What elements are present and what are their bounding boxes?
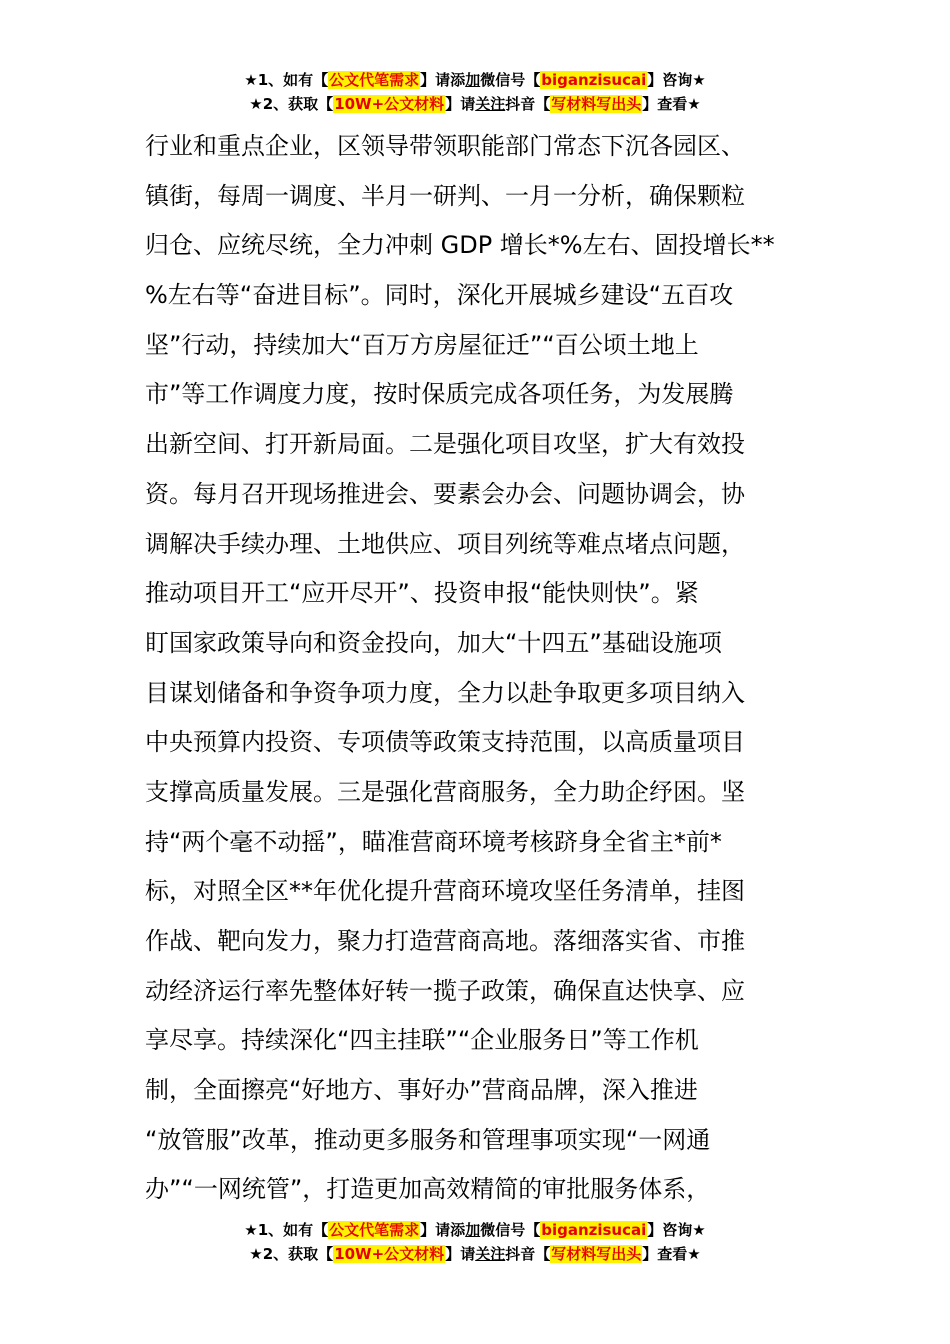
banner-text: ★2、获取【 xyxy=(249,1245,334,1263)
banner-text: 】请添 xyxy=(420,71,466,89)
body-line: 作战、靶向发力，聚力打造营商高地。落细落实省、市推 xyxy=(145,927,745,955)
banner-text: 抖音【 xyxy=(505,95,551,113)
banner-text: 抖音【 xyxy=(505,1245,551,1263)
banner-highlight: 公文代笔需求 xyxy=(329,71,420,89)
body-line: 资。每月召开现场推进会、要素会办会、问题协调会，协 xyxy=(145,479,745,508)
body-line: 归仓、应统尽统，全力冲刺 GDP 增长*%左右、固投增长** xyxy=(145,231,775,260)
banner-underlined-text: 加 xyxy=(465,71,481,89)
body-line: “放管服”改革，推动更多服务和管理事项实现“一网通 xyxy=(145,1125,711,1154)
body-line: 持“两个毫不动摇”，瞄准营商环境考核跻身全省主*前* xyxy=(145,827,722,856)
header-banner xyxy=(0,68,950,116)
banner-highlight: 公文代笔需求 xyxy=(329,1221,420,1239)
body-line: 出新空间、打开新局面。二是强化项目攻坚，扩大有效投 xyxy=(145,430,745,459)
banner-line-2 xyxy=(0,92,950,116)
footer-banner xyxy=(0,1218,950,1266)
banner-underlined-text: 关注 xyxy=(475,95,506,113)
banner-text: 】请 xyxy=(445,1245,476,1263)
body-line: 推动项目开工“应开尽开”、投资申报“能快则快”。紧 xyxy=(145,579,699,608)
banner-text: 】咨询★ xyxy=(647,71,706,89)
body-line: 调解决手续办理、土地供应、项目列统等难点堵点问题， xyxy=(145,529,745,558)
banner-text: ★1、如有【 xyxy=(244,71,329,89)
banner-highlight: 10W+公文材料 xyxy=(334,1245,445,1263)
banner-highlight: biganzisucai xyxy=(541,71,647,89)
banner-text: 】咨询★ xyxy=(647,1221,706,1239)
document-body xyxy=(145,122,810,1215)
banner-text: 微信号【 xyxy=(480,1221,541,1239)
body-line: 支撑高质量发展。三是强化营商服务，全力助企纾困。坚 xyxy=(145,777,745,806)
banner-underlined-text: 关注 xyxy=(475,1245,506,1263)
banner-line-2 xyxy=(0,1242,950,1266)
body-line: 办”“一网统管”，打造更加高效精简的审批服务体系， xyxy=(145,1175,711,1204)
body-line: 镇街，每周一调度、半月一研判、一月一分析，确保颗粒 xyxy=(145,181,745,210)
body-line: 目谋划储备和争资争项力度，全力以赴争取更多项目纳入 xyxy=(145,678,745,707)
banner-text: 】请添 xyxy=(420,1221,466,1239)
banner-highlight: 写材料写出头 xyxy=(551,1245,642,1263)
body-line: 制，全面擦亮“好地方、事好办”营商品牌，深入推进 xyxy=(145,1076,698,1105)
body-line: 坚”行动，持续加大“百万方房屋征迁”“百公顷土地上 xyxy=(145,330,699,359)
body-line: 享尽享。持续深化“四主挂联”“企业服务日”等工作机 xyxy=(145,1026,699,1055)
banner-underlined-text: 加 xyxy=(465,1221,481,1239)
body-line: 中央预算内投资、专项债等政策支持范围，以高质量项目 xyxy=(145,728,745,757)
banner-text: ★2、获取【 xyxy=(249,95,334,113)
banner-highlight: 10W+公文材料 xyxy=(334,95,445,113)
body-line: 市”等工作调度力度，按时保质完成各项任务，为发展腾 xyxy=(145,380,734,409)
body-line: 动经济运行率先整体好转一揽子政策，确保直达快享、应 xyxy=(145,976,745,1005)
body-line: %左右等“奋进目标”。同时，深化开展城乡建设“五百攻 xyxy=(145,281,734,310)
banner-highlight: biganzisucai xyxy=(541,1221,647,1239)
banner-highlight: 写材料写出头 xyxy=(551,95,642,113)
banner-text: 】查看★ xyxy=(642,1245,701,1263)
banner-line-1 xyxy=(0,1218,950,1242)
banner-text: 】查看★ xyxy=(642,95,701,113)
banner-text: 微信号【 xyxy=(480,71,541,89)
body-line: 标，对照全区**年优化提升营商环境攻坚任务清单，挂图 xyxy=(145,877,745,906)
body-line: 盯国家政策导向和资金投向，加大“十四五”基础设施项 xyxy=(145,628,722,657)
banner-text: ★1、如有【 xyxy=(244,1221,329,1239)
banner-text: 】请 xyxy=(445,95,476,113)
banner-line-1 xyxy=(0,68,950,92)
body-line: 行业和重点企业，区领导带领职能部门常态下沉各园区、 xyxy=(145,132,745,160)
